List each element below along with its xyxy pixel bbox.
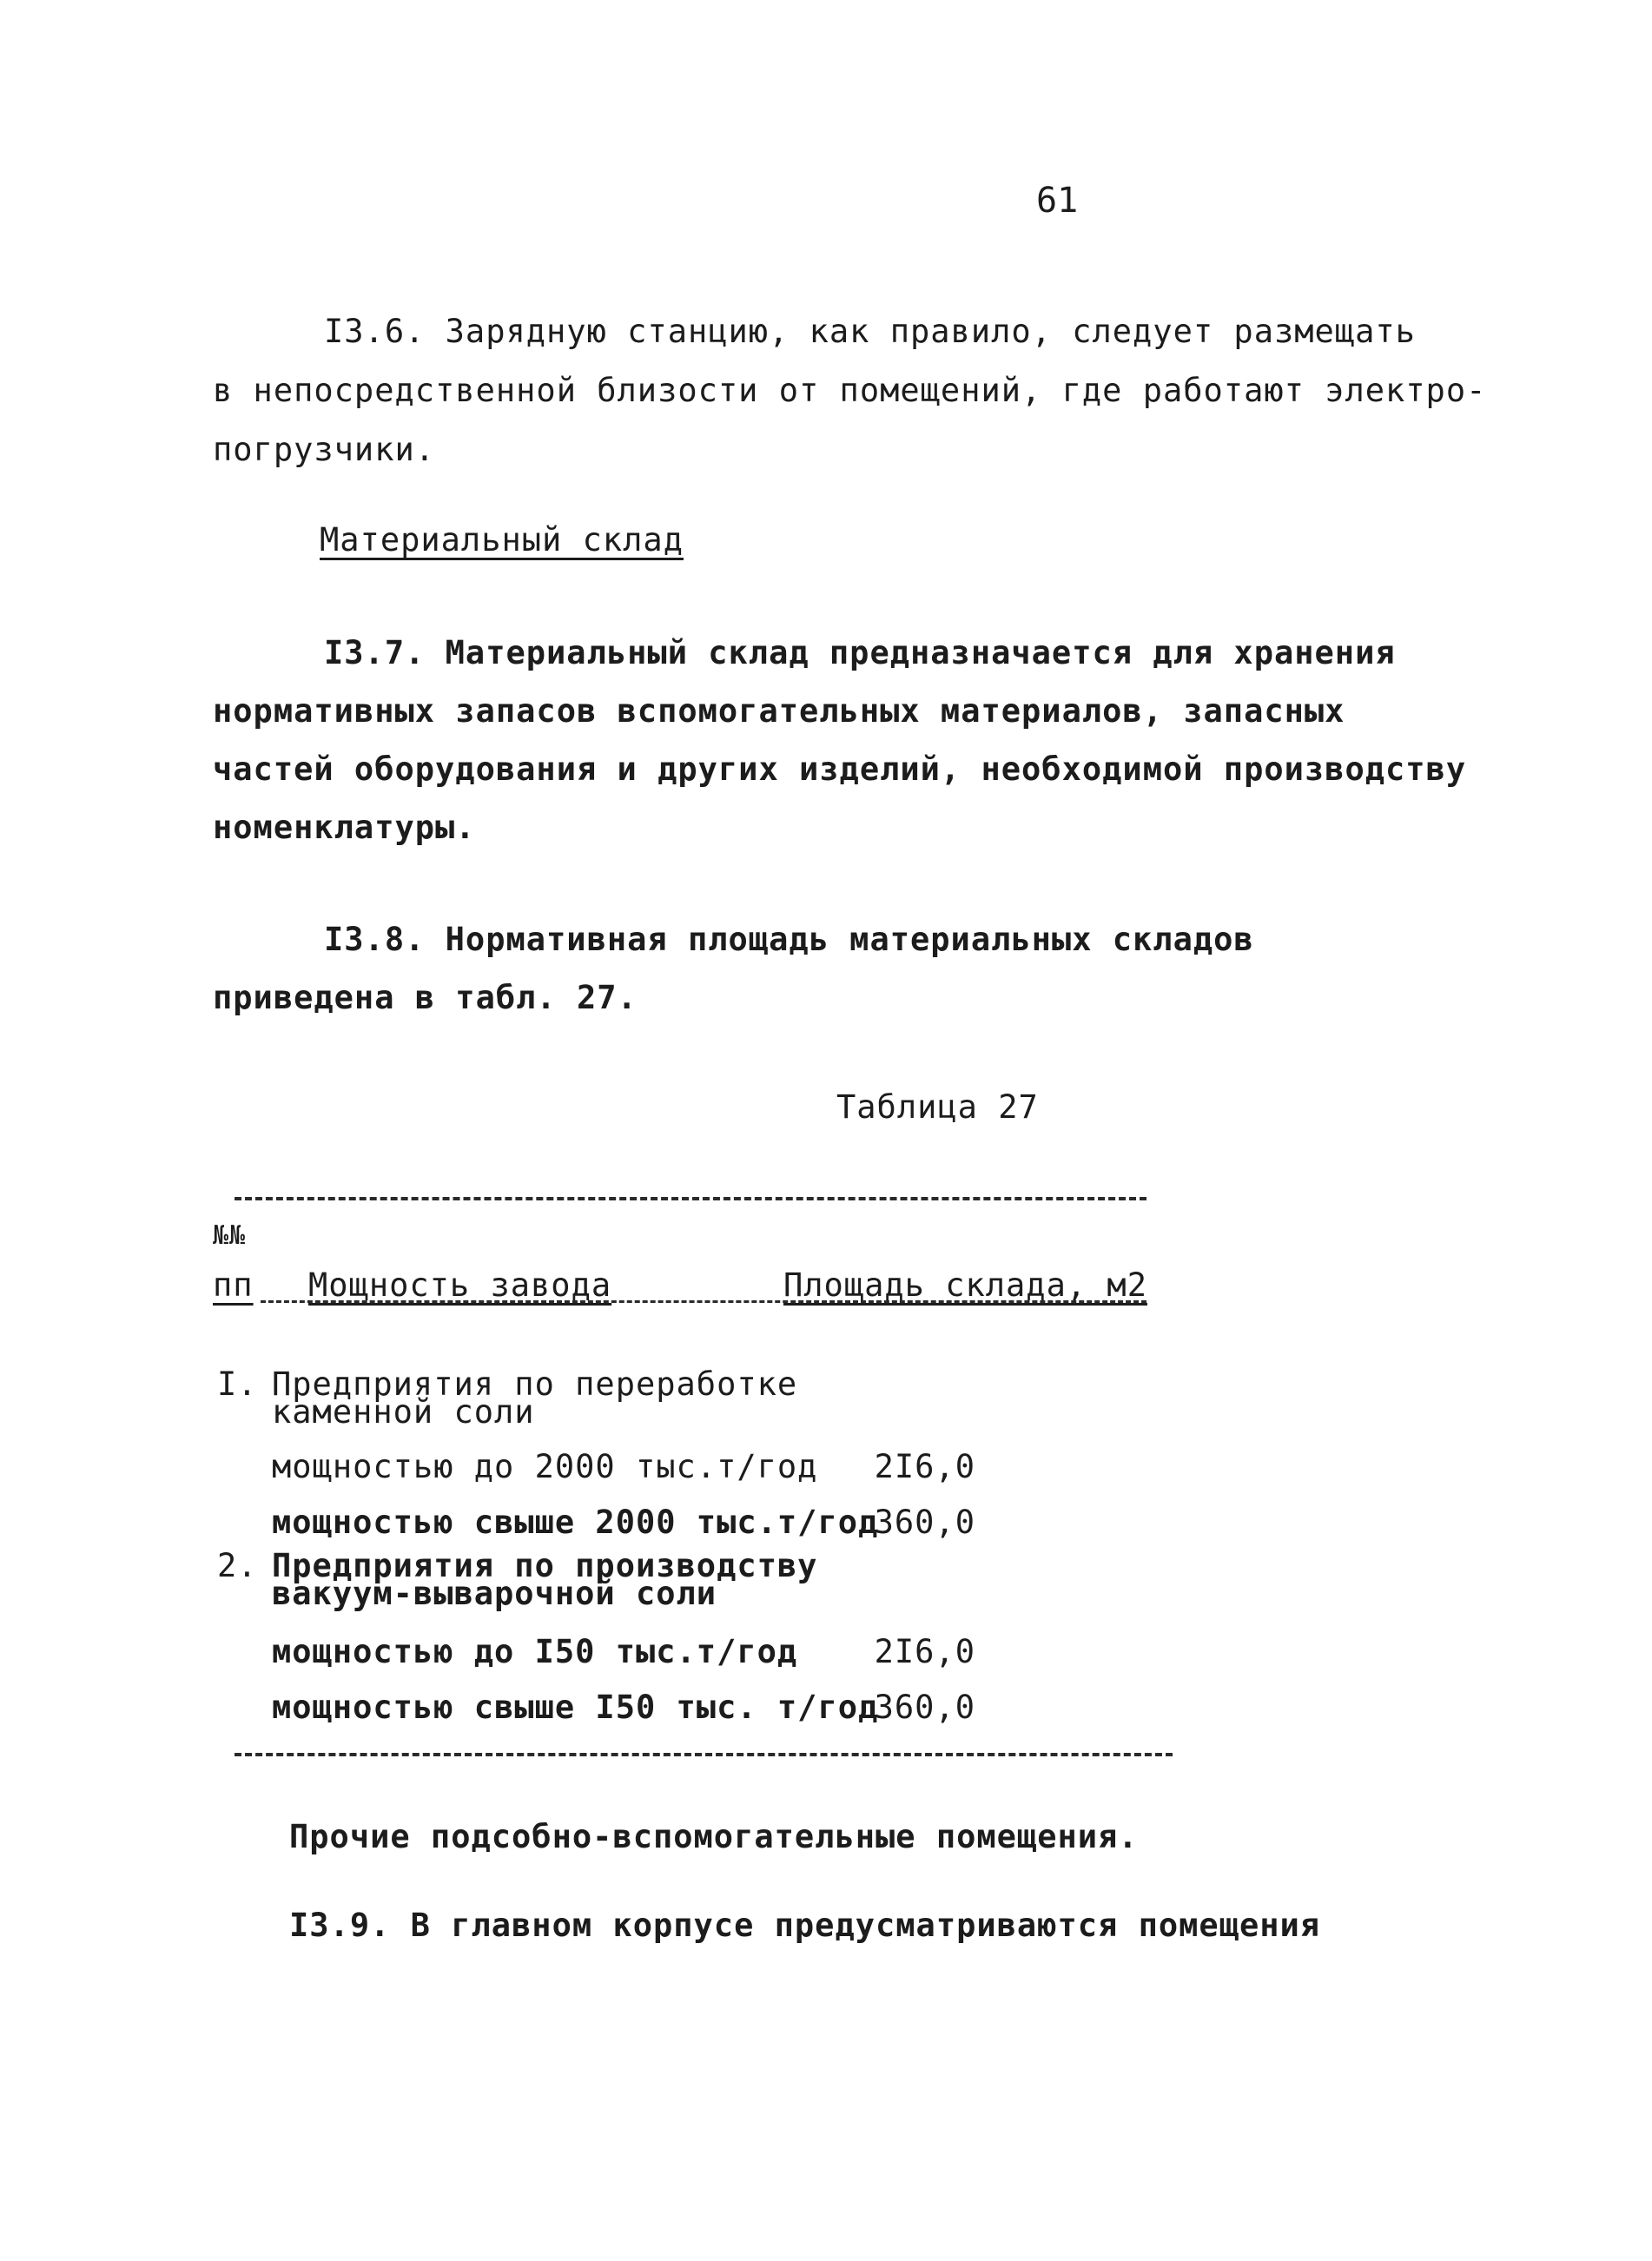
table-row-1-number: I. <box>217 1365 258 1403</box>
para-13-6-line-2: в непосредственной близости от помещений, где работают электро- <box>213 372 1487 409</box>
table-row-1-item-1-value: 2I6,0 <box>874 1448 975 1485</box>
para-13-7-line-2: нормативных запасов вспомогательных материалов, запасных <box>213 692 1345 730</box>
table-row-2-title-line-2: вакуум-выварочной соли <box>272 1575 717 1612</box>
table-row-2-item-2-value: 360,0 <box>874 1689 975 1726</box>
para-13-7-line-4: номенклатуры. <box>213 809 476 846</box>
table-header-capacity: Мощность завода <box>308 1266 612 1304</box>
section-heading-material-warehouse: Материальный склад <box>320 521 684 559</box>
section-heading-other-rooms: Прочие подсобно-вспомогательные помещения. <box>289 1818 1139 1855</box>
table-row-2-item-2-label: мощностью свыше I50 тыс. т/год <box>272 1689 879 1726</box>
para-13-6-line-1: I3.6. Зарядную станцию, как правило, следует размещать <box>324 313 1416 350</box>
table-row-1-title-line-2: каменной соли <box>272 1393 535 1431</box>
table-header-area: Площадь склада, м2 <box>783 1266 1147 1304</box>
table-header-rule <box>261 1300 1146 1303</box>
para-13-8-line-2: приведена в табл. 27. <box>213 979 638 1016</box>
para-13-7-line-1: I3.7. Материальный склад предназначается для хранения <box>324 634 1396 671</box>
para-13-8-line-1: I3.8. Нормативная площадь материальных складов <box>324 921 1254 958</box>
table-row-1-title-line-1: Предприятия по переработке <box>272 1365 798 1403</box>
table-bottom-rule <box>235 1753 1173 1756</box>
table-row-2-item-1-label: мощностью до I50 тыс.т/год <box>272 1633 798 1670</box>
para-13-9-line-1: I3.9. В главном корпусе предусматриваются помещения <box>289 1907 1321 1944</box>
table-header-number-line-2: пп <box>213 1266 254 1304</box>
para-13-6-line-3: погрузчики. <box>213 431 436 468</box>
table-caption: Таблица 27 <box>836 1088 1039 1126</box>
table-row-1-item-2-label: мощностью свыше 2000 тыс.т/год <box>272 1504 879 1541</box>
page-number: 61 <box>1036 181 1079 221</box>
table-header-number-line-1: №№ <box>213 1220 247 1251</box>
para-13-7-line-3: частей оборудования и других изделий, необходимой производству <box>213 750 1467 788</box>
table-row-2-number: 2. <box>217 1547 258 1584</box>
table-row-2-title-line-1: Предприятия по производству <box>272 1547 818 1584</box>
table-row-2-item-1-value: 2I6,0 <box>874 1633 975 1670</box>
table-row-1-item-1-label: мощностью до 2000 тыс.т/год <box>272 1448 818 1485</box>
table-row-1-item-2-value: 360,0 <box>874 1504 975 1541</box>
table-top-rule <box>235 1197 1146 1200</box>
